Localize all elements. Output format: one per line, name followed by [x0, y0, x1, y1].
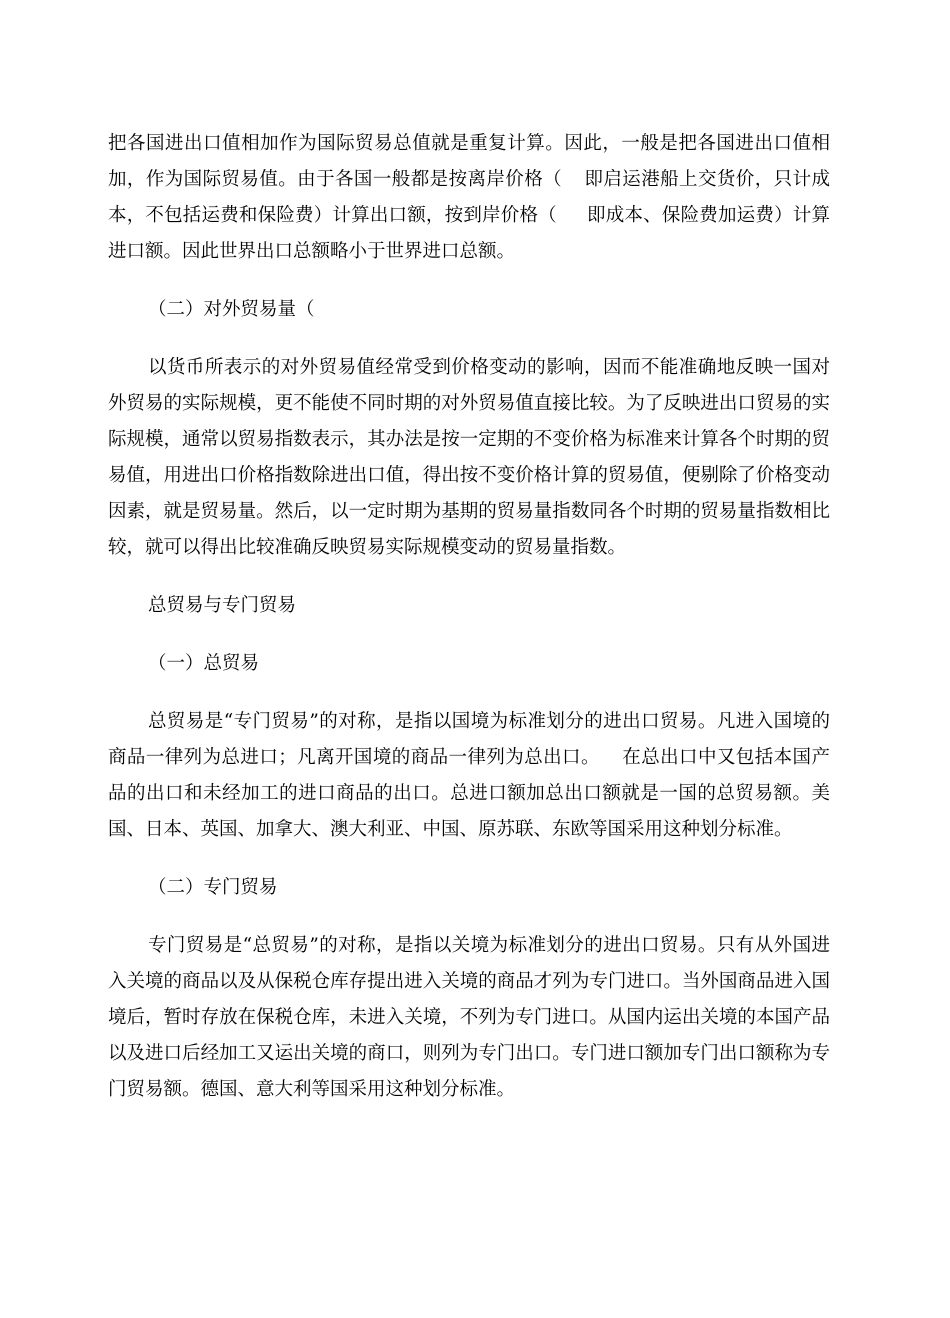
paragraph-trade-value-part-b: 即启运港船上交货价，只计成本，不包括运费和保险费）计算出口额，按到岸价格（	[108, 169, 830, 226]
heading-trade-volume: （二）对外贸易量（	[148, 299, 315, 320]
paragraph-general-trade-part-a: 总贸易是“专门贸易”的对称，是指以国境为标准划分的进出口贸易。凡进入国境的商品一律列为总进口；凡离开国境的商品一律列为总出口。	[108, 711, 830, 768]
paragraph-general-trade-part-b: 在总出口中又包括本国产品的出口和未经加工的进口商品的出口。总进口额加总出口额就是一国的总贸易额。美国、日本、英国、加拿大、澳大利亚、中国、原苏联、东欧等国采用这种划分标准。	[108, 747, 830, 840]
document-page	[108, 126, 830, 1108]
heading-special-trade: （二）专门贸易	[148, 877, 278, 898]
paragraph-trade-value	[108, 126, 830, 270]
heading-general-special-trade: 总贸易与专门贸易	[148, 595, 297, 616]
paragraph-trade-value-part-c: 即成本、保险费加运费）计算进口额。因此世界出口总额略小于世界进口总额。	[108, 205, 830, 262]
heading-general-trade: （一）总贸易	[148, 653, 260, 674]
paragraph-trade-value-part-a: 把各国进出口值相加作为国际贸易总值就是重复计算。因此，一般是把各国进出口值相加，作为国际贸易值。由于各国一般都是按离岸价格（	[108, 133, 830, 190]
paragraph-general-trade	[108, 704, 830, 848]
paragraph-trade-volume: 以货币所表示的对外贸易值经常受到价格变动的影响，因而不能准确地反映一国对外贸易的实际规模，更不能使不同时期的对外贸易值直接比较。为了反映进出口贸易的实际规模，通常以贸易指数表示，其办法是按一定期的不变价格为标准来计算各个时期的贸易值，用进出口价格指数除进出口值，得出按不变价格计算的贸易值，便剔除了价格变动因素，就是贸易量。然后，以一定时期为基期的贸易量指数同各个时期的贸易量指数相比较，就可以得出比较准确反映贸易实际规模变动的贸易量指数。	[108, 357, 830, 558]
paragraph-special-trade: 专门贸易是“总贸易”的对称，是指以关境为标准划分的进出口贸易。只有从外国进入关境的商品以及从保税仓库存提出进入关境的商品才列为专门进口。当外国商品进入国境后，暂时存放在保税仓库，未进入关境，不列为专门进口。从国内运出关境的本国产品以及进口后经加工又运出关境的商口，则列为专门出口。专门进口额加专门出口额称为专门贸易额。德国、意大利等国采用这种划分标准。	[108, 935, 830, 1100]
